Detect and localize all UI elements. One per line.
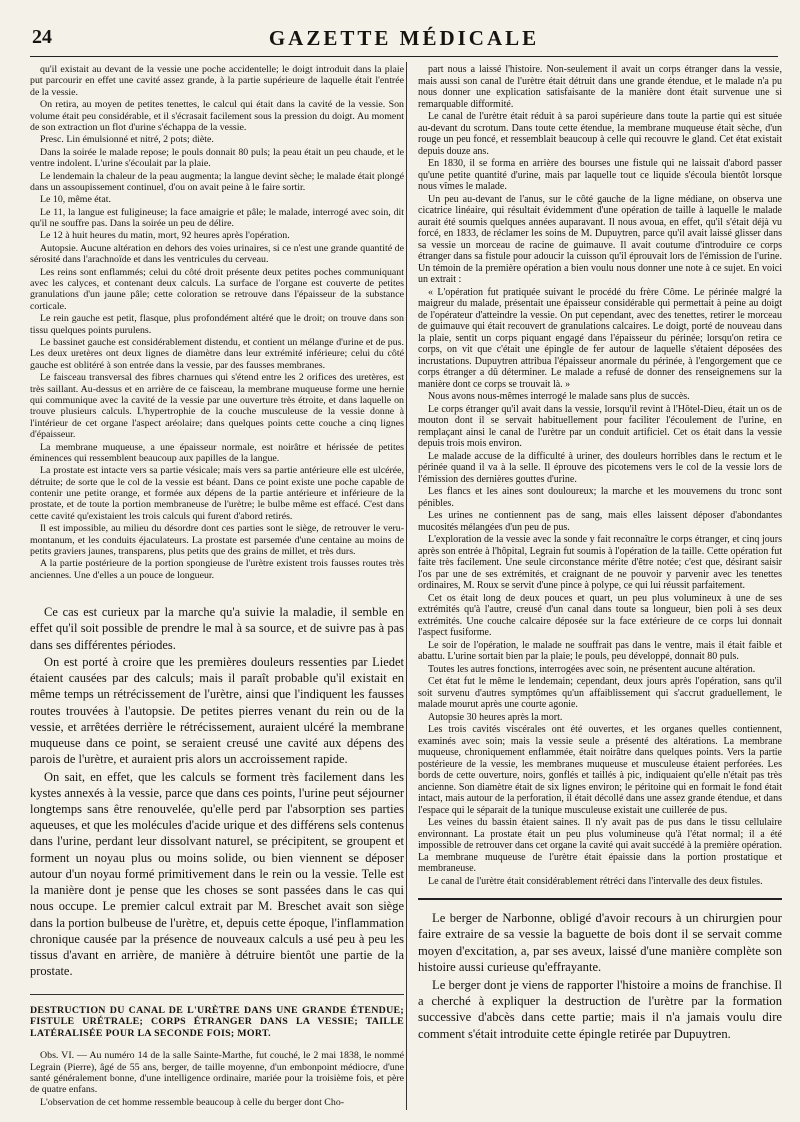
- commentary-paragraph: Le berger de Narbonne, obligé d'avoir recours à un chirurgien pour faire extraire de sa vessie la baguette de bois dont il se servait comme moyen d'excitation, a, par ses aveux, laissé d'une manière complète son histoire aussi curieuse qu'effrayante.: [418, 911, 782, 975]
- left-paragraph: A la partie postérieure de la portion spongieuse de l'urètre existent trois fausses routes très anciennes. Une d'elles a un pouce de longueur.: [30, 558, 404, 581]
- right-paragraph: Un peu au-devant de l'anus, sur le côté gauche de la ligne médiane, on observa une cicatrice linéaire, qui résultait évidemment d'une opération de taille à laquelle le malade aurait été soumis quelques années auparavant. Il nous avoua, en effet, qu'il s'était déjà vu forcé, en 1833, de réclamer les soins de M. Dupuytren, parce qu'il avait laissé glisser dans sa vessie un morceau de racine de guimauve. Il avait coutume d'introduire ce corps étranger dans sa fistule pour adoucir la cuisson qu'il éprouvait lors de l'émission de l'urine. Un témoin de la première opération a bien voulu nous donner une note à ce sujet. En voici un extrait :: [418, 193, 782, 285]
- left-paragraph: Le faisceau transversal des fibres charnues qui s'étend entre les 2 orifices des uretères, est très saillant. Au-dessus et en arrière de ce faisceau, la membrane muqueuse forme une hernie qui communique avec la cavité de la vessie par une ouverture très étroite, et dans laquelle on trouve plusieurs calculs. L'hypertrophie de la couche musculeuse de la vessie donne à l'intérieur de cet organe l'aspect aréolaire; dans quelques points cette couche a cinq lignes d'épaisseur.: [30, 372, 404, 441]
- left-paragraph: Il est impossible, au milieu du désordre dont ces parties sont le siège, de retrouver le veru-montanum, et les conduits éjaculateurs. La prostate est parsemée d'une centaine au moins de petits graviers jaunes, transparens, plus petits que des grains de millet, et très durs.: [30, 523, 404, 558]
- right-paragraph: « L'opération fut pratiquée suivant le procédé du frère Côme. Le périnée malgré la maigreur du malade, présentait une épaisseur considérable qui permettait à peine au doigt de l'opérateur d'atteindre la vessie. On put cependant, avec des tenettes, retirer le morceau de guimauve qui était recouvert de granulations calcaires. Le doigt, porté de nouveau dans la plaie, sentit un corps piquant engagé dans l'épaisseur du périnée; lorsqu'on retira ce corps, on vit que c'était une épingle de fer autour de laquelle s'étaient déposées des incrustations. Dupuytren attribua l'épaisseur anormale du périnée, à l'engorgement que ce corps étranger a dû déterminer. Le malade a refusé de donner des renseignemens sur la manière dont ce corps se trouvait là. »: [418, 286, 782, 390]
- section-separator: [30, 994, 404, 995]
- header-rule: [30, 56, 778, 57]
- column-divider: [406, 62, 407, 1110]
- left-column: [30, 64, 404, 1109]
- right-paragraph: Toutes les autres fonctions, interrogées avec soin, ne présentent aucune altération.: [428, 663, 756, 675]
- right-paragraph: Les flancs et les aines sont douloureux; la marche et les mouvemens du tronc sont pénibles.: [418, 486, 782, 509]
- page-header: [32, 24, 776, 52]
- commentary-paragraph: Ce cas est curieux par la marche qu'a suivie la maladie, il semble en effet qu'il soit possible de prendre le mal à sa source, et de suivre pas à pas dans ses différentes périodes.: [30, 605, 404, 652]
- section-separator: [418, 898, 782, 900]
- left-paragraph: Dans la soirée le malade repose; le pouls donnait 80 puls; la peau était un peu chaude, et le ventre indolent. L'urine s'écoulait par la plaie.: [30, 146, 404, 170]
- observation-paragraph: Obs. VI. — Au numéro 14 de la salle Sainte-Marthe, fut couché, le 2 mai 1838, le nommé Legrain (Pierre), âgé de 55 ans, berger, de taille moyenne, d'un embonpoint médiocre, d'une santé généralement bonne, d'une intelligence ordinaire, mariée pour la troisième fois, et père de quatre enfans.: [30, 1050, 404, 1096]
- right-paragraph: part nous a laissé l'histoire. Non-seulement il avait un corps étranger dans la vessie, mais aussi son canal de l'urètre était détruit dans une grande étendue, et le malade n'a pu nous donner une explication satisfaisante de la manière dont était survenue une si remarquable difformité.: [418, 64, 782, 110]
- right-paragraph: Autopsie 30 heures après la mort.: [428, 711, 563, 723]
- commentary-paragraph: On sait, en effet, que les calculs se forment très facilement dans les kystes annexés à la vessie, parce que dans ces points, l'urine peut séjourner longtemps sans être renouvelée, qu'elle perd par l'absorption ses parties aqueuses, et que les molécules d'acide urique et des différens sels contenus dans l'urine, perdant leur dissolvant naturel, se précipitent, se groupent et forment un noyau plus ou moins solide, ou bien viennent se déposer autour d'un noyau formé primitivement dans le rein ou la vessie. Telle est la manière dont je pense que les choses se sont passées dans le cas qui nous occupe. Le premier calcul extrait par M. Breschet avait son siège dans la portion bulbeuse de l'urètre, et, depuis cette époque, l'inflammation chronique causée par la présence de nouveaux calculs a usé peu à peu les tissus d'avant en arrière, de manière à détruire bientôt une partie de la prostate.: [30, 769, 404, 979]
- left-paragraph: On retira, au moyen de petites tenettes, le calcul qui était dans la cavité de la vessie. Son volume était peu considérable, et il s'écrasait facilement sous la pression du doigt. Au moment de son extraction un flot d'urine s'échappa de la vessie.: [30, 99, 404, 133]
- journal-title: GAZETTE MÉDICALE: [268, 26, 540, 50]
- right-paragraph: Les urines ne contiennent pas de sang, mais elles laissent déposer d'abondantes mucosités mélangées d'un peu de pus.: [418, 510, 782, 533]
- left-paragraph: Le rein gauche est petit, flasque, plus profondément altéré que le droit; on trouve dans son tissu quelques points purulens.: [30, 313, 404, 336]
- left-paragraph: qu'il existait au devant de la vessie une poche accidentelle; le doigt introduit dans la plaie put parcourir en effet une cavité assez grande, à la partie supérieure de laquelle était l'entrée de la vessie.: [30, 64, 404, 98]
- left-paragraph: Le bassinet gauche est considérablement distendu, et contient un mélange d'urine et de pus. Les deux uretères ont deux lignes de diamètre dans leur extrémité inférieure; celui du côté gauche est oblitéré à son entrée dans la vessie, par des fausses membranes.: [30, 336, 404, 371]
- right-paragraph: Le malade accuse de la difficulté à uriner, des douleurs horribles dans le rectum et le périnée quand il va à la selle. Il éprouve des picotemens vers le col de la vessie lors de l'émission des dernières gouttes d'urine.: [418, 450, 782, 485]
- left-paragraph: Le 10, même état.: [40, 194, 112, 206]
- right-paragraph: Le canal de l'urètre était réduit à sa paroi supérieure dans toute la partie qui est située au-devant du scrotum. Dans toute cette étendue, la membrane muqueuse était sèche, d'un rouge un peu foncé, et ressemblait beaucoup à celle qui recouvre le gland. Cet état existait depuis douze ans.: [418, 111, 782, 157]
- commentary-paragraph: On est porté à croire que les premières douleurs ressenties par Liedet étaient causées par des calculs; mais il paraît probable qu'il existait en même temps un rétrécissement de l'urètre, ainsi que l'indiquent les fausses routes trouvées à l'autopsie. De petites pierres venant du rein ou de la vessie, et arrêtées derrière le rétrécissement, auraient ulcéré la membrane muqueuse dans ce point, se seraient creusé une cavité aux dépens des parois de l'urètre, et auraient pris alors un accroissement rapide.: [30, 654, 404, 767]
- commentary-paragraph: Le berger dont je viens de rapporter l'histoire a moins de franchise. Il a cherché à expliquer la destruction de l'urètre par la formation successive d'abcès dans cette partie; mais il n'a jamais voulu dire comment s'était introduite cette épingle retirée par Dupuytren.: [418, 977, 782, 1041]
- left-paragraph: Le lendemain la chaleur de la peau augmenta; la langue devint sèche; le malade était plongé dans un assoupissement continuel, d'ou on avait peine à le faire sortir.: [30, 170, 404, 193]
- section-heading: DESTRUCTION DU CANAL DE L'URÈTRE DANS UNE GRANDE ÉTENDUE; FISTULE URÉTRALE; CORPS ÉTRANGER DANS LA VESSIE; TAILLE LATÉRALISÉE POUR LA SECONDE FOIS; MORT.: [30, 1004, 404, 1040]
- left-paragraph: La prostate est intacte vers sa partie vésicale; mais vers sa partie antérieure elle est ulcérée, détruite; de sorte que le col de la vessie est béant. Dans ce point existe une poche capable de contenir une petite orange, et formée aux dépens de la partie antérieure et inférieure de la prostate, et de toute la portion membraneuse de l'urètre; le bulbe même est effacé. C'est dans cette cavité qu'existaient les trois calculs qui furent d'abord retirés.: [30, 465, 404, 522]
- left-paragraph: Les reins sont enflammés; celui du côté droit présente deux petites poches communiquant avec les calyces, et contenant deux calculs. La surface de l'organe est couverte de petites granulations d'un jaune pâle; cette coloration se retrouve dans l'épaisseur de la substance corticale.: [30, 266, 404, 312]
- right-paragraph: L'exploration de la vessie avec la sonde y fait reconnaître le corps étranger, et cinq jours après son entrée à l'hôpital, Legrain fut soumis à l'opération de la taille. Cette opération fut faite très facilement. Une seule circonstance mérite d'être notée; c'est que, désirant saisir l'os par une de ses extrémités, et craignant de ne pouvoir y parvenir avec les tenettes ordinaires, M. Roux se servit d'une pince à polype, ce qui lui réussit parfaitement.: [418, 534, 782, 591]
- paragraph-gap: [418, 888, 782, 898]
- left-paragraph: Autopsie. Aucune altération en dehors des voies urinaires, si ce n'est une grande quantité de sérosité dans l'arachnoïde et dans les ventricules du cerveau.: [30, 242, 404, 266]
- left-paragraph: Le 12 à huit heures du matin, mort, 92 heures après l'opération.: [40, 230, 290, 242]
- right-paragraph: Cet état fut le même le lendemain; cependant, deux jours après l'opération, sans qu'il soit survenu d'autres symptômes qu'un affaiblissement qui s'accrut graduellement, le malade mourut après une courte agonie.: [418, 676, 782, 710]
- right-paragraph: Le soir de l'opération, le malade ne souffrait pas dans le ventre, mais il était faible et abattu. L'urine sortait bien par la plaie; le pouls, peu développé, donnait 80 puls.: [418, 639, 782, 662]
- right-paragraph: Les trois cavités viscérales ont été ouvertes, et les organes quelles contiennent, examinés avec soin; mais la vessie seule a présenté des altérations. La membrane muqueuse, chroniquement enflammée, était noirâtre dans quelques points. Vers la partie postérieure de la vessie, les membranes muqueuse et musculeuse étaient perforées. Les bords de cette ouverture, noirs, gonflés et taillés à pic, indiquaient qu'elle n'était pas très ancienne. Son diamètre était de six lignes environ; le péritoine qui en formait le fond était intact, mais autour de la perforation, il était décollé dans une assez grande étendue, et dans l'espace qui le séparait de la tunique musculeuse existait une cuillerée de pus.: [418, 724, 782, 816]
- observation-paragraph: L'observation de cet homme ressemble beaucoup à celle du berger dont Cho-: [40, 1096, 345, 1108]
- right-paragraph: Cet os était long de deux pouces et quart, un peu plus volumineux à une de ses extrémités qu'à l'autre, creusé d'un canal dans toute sa longueur, bien poli à ses deux extrémités. Une couche calcaire déposée sur la face extérieure de ce corps lui donnait l'aspect fusiforme.: [418, 592, 782, 638]
- right-paragraph: Nous avons nous-mêmes interrogé le malade sans plus de succès.: [428, 391, 690, 402]
- right-paragraph: Le canal de l'urètre était considérablement rétréci dans l'intervalle des deux fistules.: [428, 875, 763, 887]
- right-paragraph: En 1830, il se forma en arrière des bourses une fistule qui ne laissait d'abord passer qu'une petite quantité d'urine, mais par laquelle tout ce liquide s'écoula bientôt lorsque nous vîmes le malade.: [418, 158, 782, 192]
- left-paragraph: Le 11, la langue est fuligineuse; la face amaigrie et pâle; le malade, interrogé avec soin, dit qu'il ne souffre pas. Dans la soirée un peu de délire.: [30, 206, 404, 230]
- left-paragraph: Presc. Lin émulsionné et nitré, 2 pots; diète.: [40, 134, 214, 146]
- paragraph-gap: [30, 582, 404, 604]
- right-column: [418, 64, 782, 1043]
- left-paragraph: La membrane muqueuse, a une épaisseur normale, est noirâtre et hérissée de petites éminences qui ressemblent beaucoup aux papilles de la langue.: [30, 441, 404, 464]
- page-number: 24: [32, 26, 52, 48]
- right-paragraph: Les veines du bassin étaient saines. Il n'y avait pas de pus dans le tissu cellulaire environnant. La prostate était un peu plus volumineuse qu'à l'état normal; il a été impossible de retrouver dans cet organe la cavité qui avait succédé à la première opération. La membrane muqueuse de l'urètre était épaissie dans la portion prostatique et membraneuse.: [418, 817, 782, 874]
- right-paragraph: Le corps étranger qu'il avait dans la vessie, lorsqu'il revint à l'Hôtel-Dieu, était un os de mouton dont il se servait habituellement pour faciliter l'écoulement de l'urine, en remplaçant ainsi le canal de l'urètre par un conduit artificiel. Cet os était dans la vessie depuis trois mois environ.: [418, 403, 782, 449]
